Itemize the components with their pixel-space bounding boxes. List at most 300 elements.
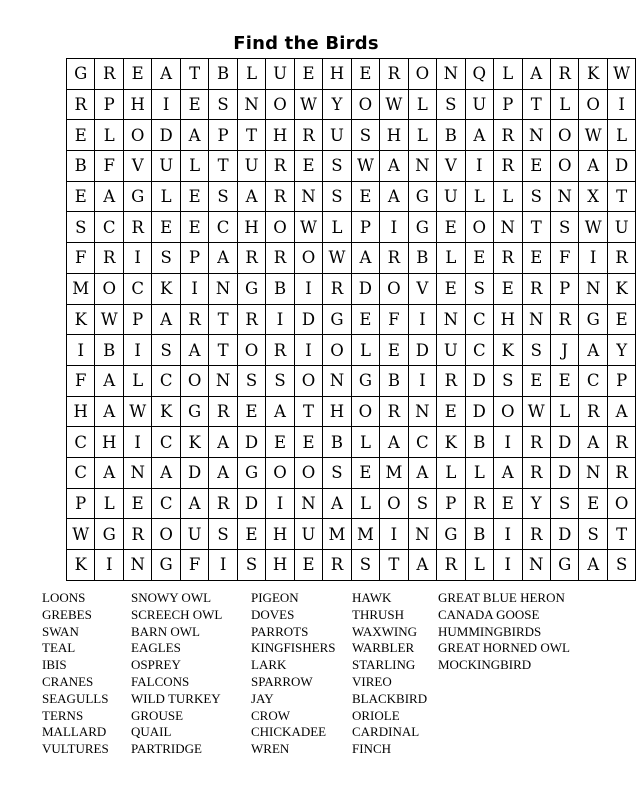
grid-cell[interactable]: A (95, 181, 123, 212)
grid-cell[interactable]: U (266, 59, 294, 90)
grid-cell[interactable]: H (266, 519, 294, 550)
grid-cell[interactable]: F (67, 243, 95, 274)
grid-cell[interactable]: N (123, 550, 151, 581)
grid-cell[interactable]: G (123, 181, 151, 212)
grid-cell[interactable]: I (380, 212, 408, 243)
grid-cell[interactable]: L (408, 89, 436, 120)
grid-cell[interactable]: L (408, 120, 436, 151)
grid-cell[interactable]: S (550, 212, 578, 243)
grid-cell[interactable]: A (408, 457, 436, 488)
grid-cell[interactable]: S (237, 365, 265, 396)
grid-cell[interactable]: R (437, 550, 465, 581)
grid-cell[interactable]: C (123, 273, 151, 304)
grid-cell[interactable]: A (607, 396, 635, 427)
grid-cell[interactable]: I (494, 519, 522, 550)
grid-cell[interactable]: L (351, 335, 379, 366)
grid-cell[interactable]: T (607, 181, 635, 212)
grid-cell[interactable]: T (237, 120, 265, 151)
grid-cell[interactable]: I (95, 550, 123, 581)
grid-cell[interactable]: C (152, 427, 180, 458)
grid-cell[interactable]: A (95, 396, 123, 427)
grid-cell[interactable]: U (437, 181, 465, 212)
grid-cell[interactable]: U (323, 120, 351, 151)
grid-cell[interactable]: W (579, 212, 607, 243)
grid-cell[interactable]: O (294, 457, 322, 488)
grid-cell[interactable]: T (209, 151, 237, 182)
grid-cell[interactable]: X (579, 181, 607, 212)
grid-cell[interactable]: O (465, 212, 493, 243)
grid-cell[interactable]: R (607, 427, 635, 458)
grid-cell[interactable]: N (579, 457, 607, 488)
grid-cell[interactable]: D (465, 396, 493, 427)
grid-cell[interactable]: A (408, 550, 436, 581)
grid-cell[interactable]: B (465, 519, 493, 550)
grid-cell[interactable]: A (323, 488, 351, 519)
grid-cell[interactable]: A (180, 488, 208, 519)
grid-cell[interactable]: S (522, 181, 550, 212)
grid-cell[interactable]: I (494, 550, 522, 581)
grid-cell[interactable]: S (323, 457, 351, 488)
grid-cell[interactable]: U (180, 519, 208, 550)
grid-cell[interactable]: L (152, 181, 180, 212)
grid-cell[interactable]: R (209, 396, 237, 427)
grid-cell[interactable]: S (494, 365, 522, 396)
grid-cell[interactable]: E (437, 396, 465, 427)
grid-cell[interactable]: B (437, 120, 465, 151)
grid-cell[interactable]: S (67, 212, 95, 243)
grid-cell[interactable]: C (465, 335, 493, 366)
grid-cell[interactable]: H (266, 550, 294, 581)
grid-cell[interactable]: A (152, 304, 180, 335)
grid-cell[interactable]: O (408, 59, 436, 90)
grid-cell[interactable]: C (209, 212, 237, 243)
grid-cell[interactable]: G (437, 519, 465, 550)
grid-cell[interactable]: S (323, 181, 351, 212)
grid-cell[interactable]: L (95, 120, 123, 151)
grid-cell[interactable]: L (550, 89, 578, 120)
grid-cell[interactable]: G (323, 304, 351, 335)
grid-cell[interactable]: R (522, 457, 550, 488)
grid-cell[interactable]: E (152, 212, 180, 243)
grid-cell[interactable]: R (266, 335, 294, 366)
grid-cell[interactable]: A (380, 151, 408, 182)
grid-cell[interactable]: K (67, 550, 95, 581)
grid-cell[interactable]: I (123, 243, 151, 274)
grid-cell[interactable]: I (209, 550, 237, 581)
grid-cell[interactable]: F (67, 365, 95, 396)
grid-cell[interactable]: Q (465, 59, 493, 90)
grid-cell[interactable]: R (209, 488, 237, 519)
grid-cell[interactable]: G (180, 396, 208, 427)
grid-cell[interactable]: O (351, 89, 379, 120)
grid-cell[interactable]: N (323, 365, 351, 396)
grid-cell[interactable]: A (180, 120, 208, 151)
grid-cell[interactable]: Y (522, 488, 550, 519)
grid-cell[interactable]: B (67, 151, 95, 182)
grid-cell[interactable]: C (67, 457, 95, 488)
grid-cell[interactable]: L (494, 181, 522, 212)
grid-cell[interactable]: N (408, 396, 436, 427)
grid-cell[interactable]: E (123, 488, 151, 519)
grid-cell[interactable]: I (607, 89, 635, 120)
grid-cell[interactable]: C (579, 365, 607, 396)
grid-cell[interactable]: D (294, 304, 322, 335)
grid-cell[interactable]: R (123, 519, 151, 550)
grid-cell[interactable]: A (209, 427, 237, 458)
grid-cell[interactable]: I (494, 427, 522, 458)
grid-cell[interactable]: R (237, 304, 265, 335)
grid-cell[interactable]: W (67, 519, 95, 550)
grid-cell[interactable]: W (95, 304, 123, 335)
grid-cell[interactable]: E (351, 181, 379, 212)
grid-cell[interactable]: O (579, 89, 607, 120)
grid-cell[interactable]: F (380, 304, 408, 335)
grid-cell[interactable]: D (180, 457, 208, 488)
grid-cell[interactable]: S (522, 335, 550, 366)
grid-cell[interactable]: S (209, 89, 237, 120)
grid-cell[interactable]: A (95, 457, 123, 488)
grid-cell[interactable]: R (380, 243, 408, 274)
grid-cell[interactable]: A (209, 243, 237, 274)
grid-cell[interactable]: O (494, 396, 522, 427)
grid-cell[interactable]: K (579, 59, 607, 90)
grid-cell[interactable]: R (294, 120, 322, 151)
grid-cell[interactable]: H (95, 427, 123, 458)
grid-cell[interactable]: I (408, 304, 436, 335)
grid-cell[interactable]: L (95, 488, 123, 519)
grid-cell[interactable]: N (294, 488, 322, 519)
grid-cell[interactable]: S (209, 519, 237, 550)
grid-cell[interactable]: J (550, 335, 578, 366)
grid-cell[interactable]: P (607, 365, 635, 396)
grid-cell[interactable]: E (437, 212, 465, 243)
grid-cell[interactable]: I (294, 335, 322, 366)
grid-cell[interactable]: C (408, 427, 436, 458)
grid-cell[interactable]: I (67, 335, 95, 366)
grid-cell[interactable]: E (351, 59, 379, 90)
grid-cell[interactable]: G (408, 181, 436, 212)
grid-cell[interactable]: I (266, 304, 294, 335)
grid-cell[interactable]: G (67, 59, 95, 90)
grid-cell[interactable]: O (607, 488, 635, 519)
grid-cell[interactable]: G (152, 550, 180, 581)
grid-cell[interactable]: R (494, 120, 522, 151)
grid-cell[interactable]: S (266, 365, 294, 396)
grid-cell[interactable]: S (437, 89, 465, 120)
grid-cell[interactable]: R (95, 243, 123, 274)
grid-cell[interactable]: S (209, 181, 237, 212)
grid-cell[interactable]: L (323, 212, 351, 243)
grid-cell[interactable]: E (607, 304, 635, 335)
grid-cell[interactable]: A (579, 550, 607, 581)
grid-cell[interactable]: W (123, 396, 151, 427)
grid-cell[interactable]: A (494, 457, 522, 488)
grid-cell[interactable]: E (351, 457, 379, 488)
grid-cell[interactable]: B (408, 243, 436, 274)
grid-cell[interactable]: P (437, 488, 465, 519)
grid-cell[interactable]: N (123, 457, 151, 488)
grid-cell[interactable]: N (522, 550, 550, 581)
grid-cell[interactable]: V (408, 273, 436, 304)
grid-cell[interactable]: T (522, 212, 550, 243)
grid-cell[interactable]: Y (607, 335, 635, 366)
grid-cell[interactable]: U (437, 335, 465, 366)
grid-cell[interactable]: S (351, 550, 379, 581)
grid-cell[interactable]: R (323, 273, 351, 304)
grid-cell[interactable]: C (95, 212, 123, 243)
grid-cell[interactable]: O (266, 89, 294, 120)
grid-cell[interactable]: E (294, 151, 322, 182)
grid-cell[interactable]: B (323, 427, 351, 458)
grid-cell[interactable]: E (180, 212, 208, 243)
grid-cell[interactable]: E (494, 273, 522, 304)
grid-cell[interactable]: E (180, 181, 208, 212)
grid-cell[interactable]: I (465, 151, 493, 182)
grid-cell[interactable]: M (323, 519, 351, 550)
grid-cell[interactable]: A (351, 243, 379, 274)
grid-cell[interactable]: E (294, 427, 322, 458)
grid-cell[interactable]: R (323, 550, 351, 581)
grid-cell[interactable]: A (152, 59, 180, 90)
grid-cell[interactable]: E (67, 181, 95, 212)
grid-cell[interactable]: O (380, 488, 408, 519)
grid-cell[interactable]: M (67, 273, 95, 304)
grid-cell[interactable]: L (237, 59, 265, 90)
grid-cell[interactable]: F (180, 550, 208, 581)
grid-cell[interactable]: S (152, 243, 180, 274)
grid-cell[interactable]: W (607, 59, 635, 90)
grid-cell[interactable]: A (266, 396, 294, 427)
grid-cell[interactable]: L (437, 457, 465, 488)
grid-cell[interactable]: L (465, 550, 493, 581)
grid-cell[interactable]: I (579, 243, 607, 274)
grid-cell[interactable]: N (408, 151, 436, 182)
grid-cell[interactable]: R (522, 273, 550, 304)
grid-cell[interactable]: D (408, 335, 436, 366)
grid-cell[interactable]: L (465, 457, 493, 488)
grid-cell[interactable]: D (550, 457, 578, 488)
grid-cell[interactable]: A (522, 59, 550, 90)
grid-cell[interactable]: P (123, 304, 151, 335)
grid-cell[interactable]: H (123, 89, 151, 120)
grid-cell[interactable]: L (351, 427, 379, 458)
grid-cell[interactable]: O (294, 365, 322, 396)
grid-cell[interactable]: R (123, 212, 151, 243)
grid-cell[interactable]: W (522, 396, 550, 427)
grid-cell[interactable]: A (95, 365, 123, 396)
grid-cell[interactable]: I (180, 273, 208, 304)
grid-cell[interactable]: L (607, 120, 635, 151)
grid-cell[interactable]: N (550, 181, 578, 212)
grid-cell[interactable]: D (465, 365, 493, 396)
grid-cell[interactable]: R (550, 59, 578, 90)
grid-cell[interactable]: B (266, 273, 294, 304)
grid-cell[interactable]: D (237, 488, 265, 519)
grid-cell[interactable]: N (437, 304, 465, 335)
grid-cell[interactable]: I (152, 89, 180, 120)
grid-cell[interactable]: S (323, 151, 351, 182)
grid-cell[interactable]: N (522, 304, 550, 335)
grid-cell[interactable]: N (494, 212, 522, 243)
grid-cell[interactable]: P (67, 488, 95, 519)
grid-cell[interactable]: B (95, 335, 123, 366)
grid-cell[interactable]: H (380, 120, 408, 151)
grid-cell[interactable]: N (408, 519, 436, 550)
grid-cell[interactable]: U (465, 89, 493, 120)
grid-cell[interactable]: H (323, 59, 351, 90)
grid-cell[interactable]: E (294, 59, 322, 90)
grid-cell[interactable]: G (550, 550, 578, 581)
grid-cell[interactable]: O (550, 120, 578, 151)
grid-cell[interactable]: E (237, 519, 265, 550)
grid-cell[interactable]: T (607, 519, 635, 550)
grid-cell[interactable]: I (294, 273, 322, 304)
grid-cell[interactable]: P (494, 89, 522, 120)
grid-cell[interactable]: P (180, 243, 208, 274)
grid-cell[interactable]: G (579, 304, 607, 335)
grid-cell[interactable]: H (323, 396, 351, 427)
grid-cell[interactable]: A (380, 181, 408, 212)
grid-cell[interactable]: R (494, 243, 522, 274)
grid-cell[interactable]: L (180, 151, 208, 182)
grid-cell[interactable]: G (408, 212, 436, 243)
grid-cell[interactable]: E (266, 427, 294, 458)
grid-cell[interactable]: S (607, 550, 635, 581)
grid-cell[interactable]: L (123, 365, 151, 396)
grid-cell[interactable]: A (180, 335, 208, 366)
grid-cell[interactable]: R (522, 519, 550, 550)
grid-cell[interactable]: H (266, 120, 294, 151)
grid-cell[interactable]: E (437, 273, 465, 304)
grid-cell[interactable]: W (323, 243, 351, 274)
grid-cell[interactable]: E (351, 304, 379, 335)
grid-cell[interactable]: N (522, 120, 550, 151)
grid-cell[interactable]: W (380, 89, 408, 120)
grid-cell[interactable]: A (237, 181, 265, 212)
grid-cell[interactable]: F (550, 243, 578, 274)
grid-cell[interactable]: N (209, 365, 237, 396)
grid-cell[interactable]: A (152, 457, 180, 488)
grid-cell[interactable]: N (437, 59, 465, 90)
grid-cell[interactable]: P (351, 212, 379, 243)
grid-cell[interactable]: R (380, 59, 408, 90)
grid-cell[interactable]: T (180, 59, 208, 90)
grid-cell[interactable]: A (579, 335, 607, 366)
grid-cell[interactable]: S (152, 335, 180, 366)
grid-cell[interactable]: R (380, 396, 408, 427)
grid-cell[interactable]: W (351, 151, 379, 182)
grid-cell[interactable]: L (351, 488, 379, 519)
grid-cell[interactable]: W (579, 120, 607, 151)
grid-cell[interactable]: U (607, 212, 635, 243)
grid-cell[interactable]: O (266, 457, 294, 488)
grid-cell[interactable]: T (209, 304, 237, 335)
grid-cell[interactable]: E (494, 488, 522, 519)
grid-cell[interactable]: U (152, 151, 180, 182)
grid-cell[interactable]: E (67, 120, 95, 151)
grid-cell[interactable]: D (351, 273, 379, 304)
grid-cell[interactable]: R (607, 457, 635, 488)
grid-cell[interactable]: R (465, 488, 493, 519)
grid-cell[interactable]: R (437, 365, 465, 396)
grid-cell[interactable]: D (152, 120, 180, 151)
grid-cell[interactable]: A (465, 120, 493, 151)
grid-cell[interactable]: G (237, 273, 265, 304)
grid-cell[interactable]: A (380, 427, 408, 458)
grid-cell[interactable]: N (579, 273, 607, 304)
grid-cell[interactable]: O (95, 273, 123, 304)
grid-cell[interactable]: M (351, 519, 379, 550)
grid-cell[interactable]: O (180, 365, 208, 396)
grid-cell[interactable]: E (180, 89, 208, 120)
grid-cell[interactable]: S (579, 519, 607, 550)
grid-cell[interactable]: S (550, 488, 578, 519)
grid-cell[interactable]: R (266, 151, 294, 182)
grid-cell[interactable]: O (323, 335, 351, 366)
grid-cell[interactable]: D (550, 427, 578, 458)
grid-cell[interactable]: G (351, 365, 379, 396)
grid-cell[interactable]: O (380, 273, 408, 304)
grid-cell[interactable]: E (550, 365, 578, 396)
grid-cell[interactable]: I (123, 335, 151, 366)
grid-cell[interactable]: E (465, 243, 493, 274)
grid-cell[interactable]: D (550, 519, 578, 550)
grid-cell[interactable]: R (237, 243, 265, 274)
grid-cell[interactable]: R (266, 181, 294, 212)
grid-cell[interactable]: B (465, 427, 493, 458)
grid-cell[interactable]: H (237, 212, 265, 243)
grid-cell[interactable]: L (437, 243, 465, 274)
grid-cell[interactable]: K (494, 335, 522, 366)
grid-cell[interactable]: H (494, 304, 522, 335)
grid-cell[interactable]: O (550, 151, 578, 182)
grid-cell[interactable]: R (579, 396, 607, 427)
grid-cell[interactable]: I (266, 488, 294, 519)
grid-cell[interactable]: O (123, 120, 151, 151)
grid-cell[interactable]: P (209, 120, 237, 151)
grid-cell[interactable]: M (380, 457, 408, 488)
grid-cell[interactable]: C (152, 488, 180, 519)
grid-cell[interactable]: G (95, 519, 123, 550)
grid-cell[interactable]: I (408, 365, 436, 396)
grid-cell[interactable]: U (237, 151, 265, 182)
grid-cell[interactable]: E (522, 243, 550, 274)
grid-cell[interactable]: N (209, 273, 237, 304)
grid-cell[interactable]: L (550, 396, 578, 427)
grid-cell[interactable]: T (522, 89, 550, 120)
grid-cell[interactable]: W (294, 212, 322, 243)
grid-cell[interactable]: B (380, 365, 408, 396)
grid-cell[interactable]: A (579, 151, 607, 182)
grid-cell[interactable]: E (294, 550, 322, 581)
grid-cell[interactable]: N (294, 181, 322, 212)
grid-cell[interactable]: K (180, 427, 208, 458)
grid-cell[interactable]: K (67, 304, 95, 335)
grid-cell[interactable]: C (67, 427, 95, 458)
grid-cell[interactable]: R (550, 304, 578, 335)
grid-cell[interactable]: R (95, 59, 123, 90)
grid-cell[interactable]: K (437, 427, 465, 458)
grid-cell[interactable]: E (237, 396, 265, 427)
grid-cell[interactable]: H (67, 396, 95, 427)
grid-cell[interactable]: D (607, 151, 635, 182)
grid-cell[interactable]: R (522, 427, 550, 458)
grid-cell[interactable]: G (237, 457, 265, 488)
grid-cell[interactable]: A (579, 427, 607, 458)
grid-cell[interactable]: C (152, 365, 180, 396)
grid-cell[interactable]: S (465, 273, 493, 304)
grid-cell[interactable]: R (266, 243, 294, 274)
